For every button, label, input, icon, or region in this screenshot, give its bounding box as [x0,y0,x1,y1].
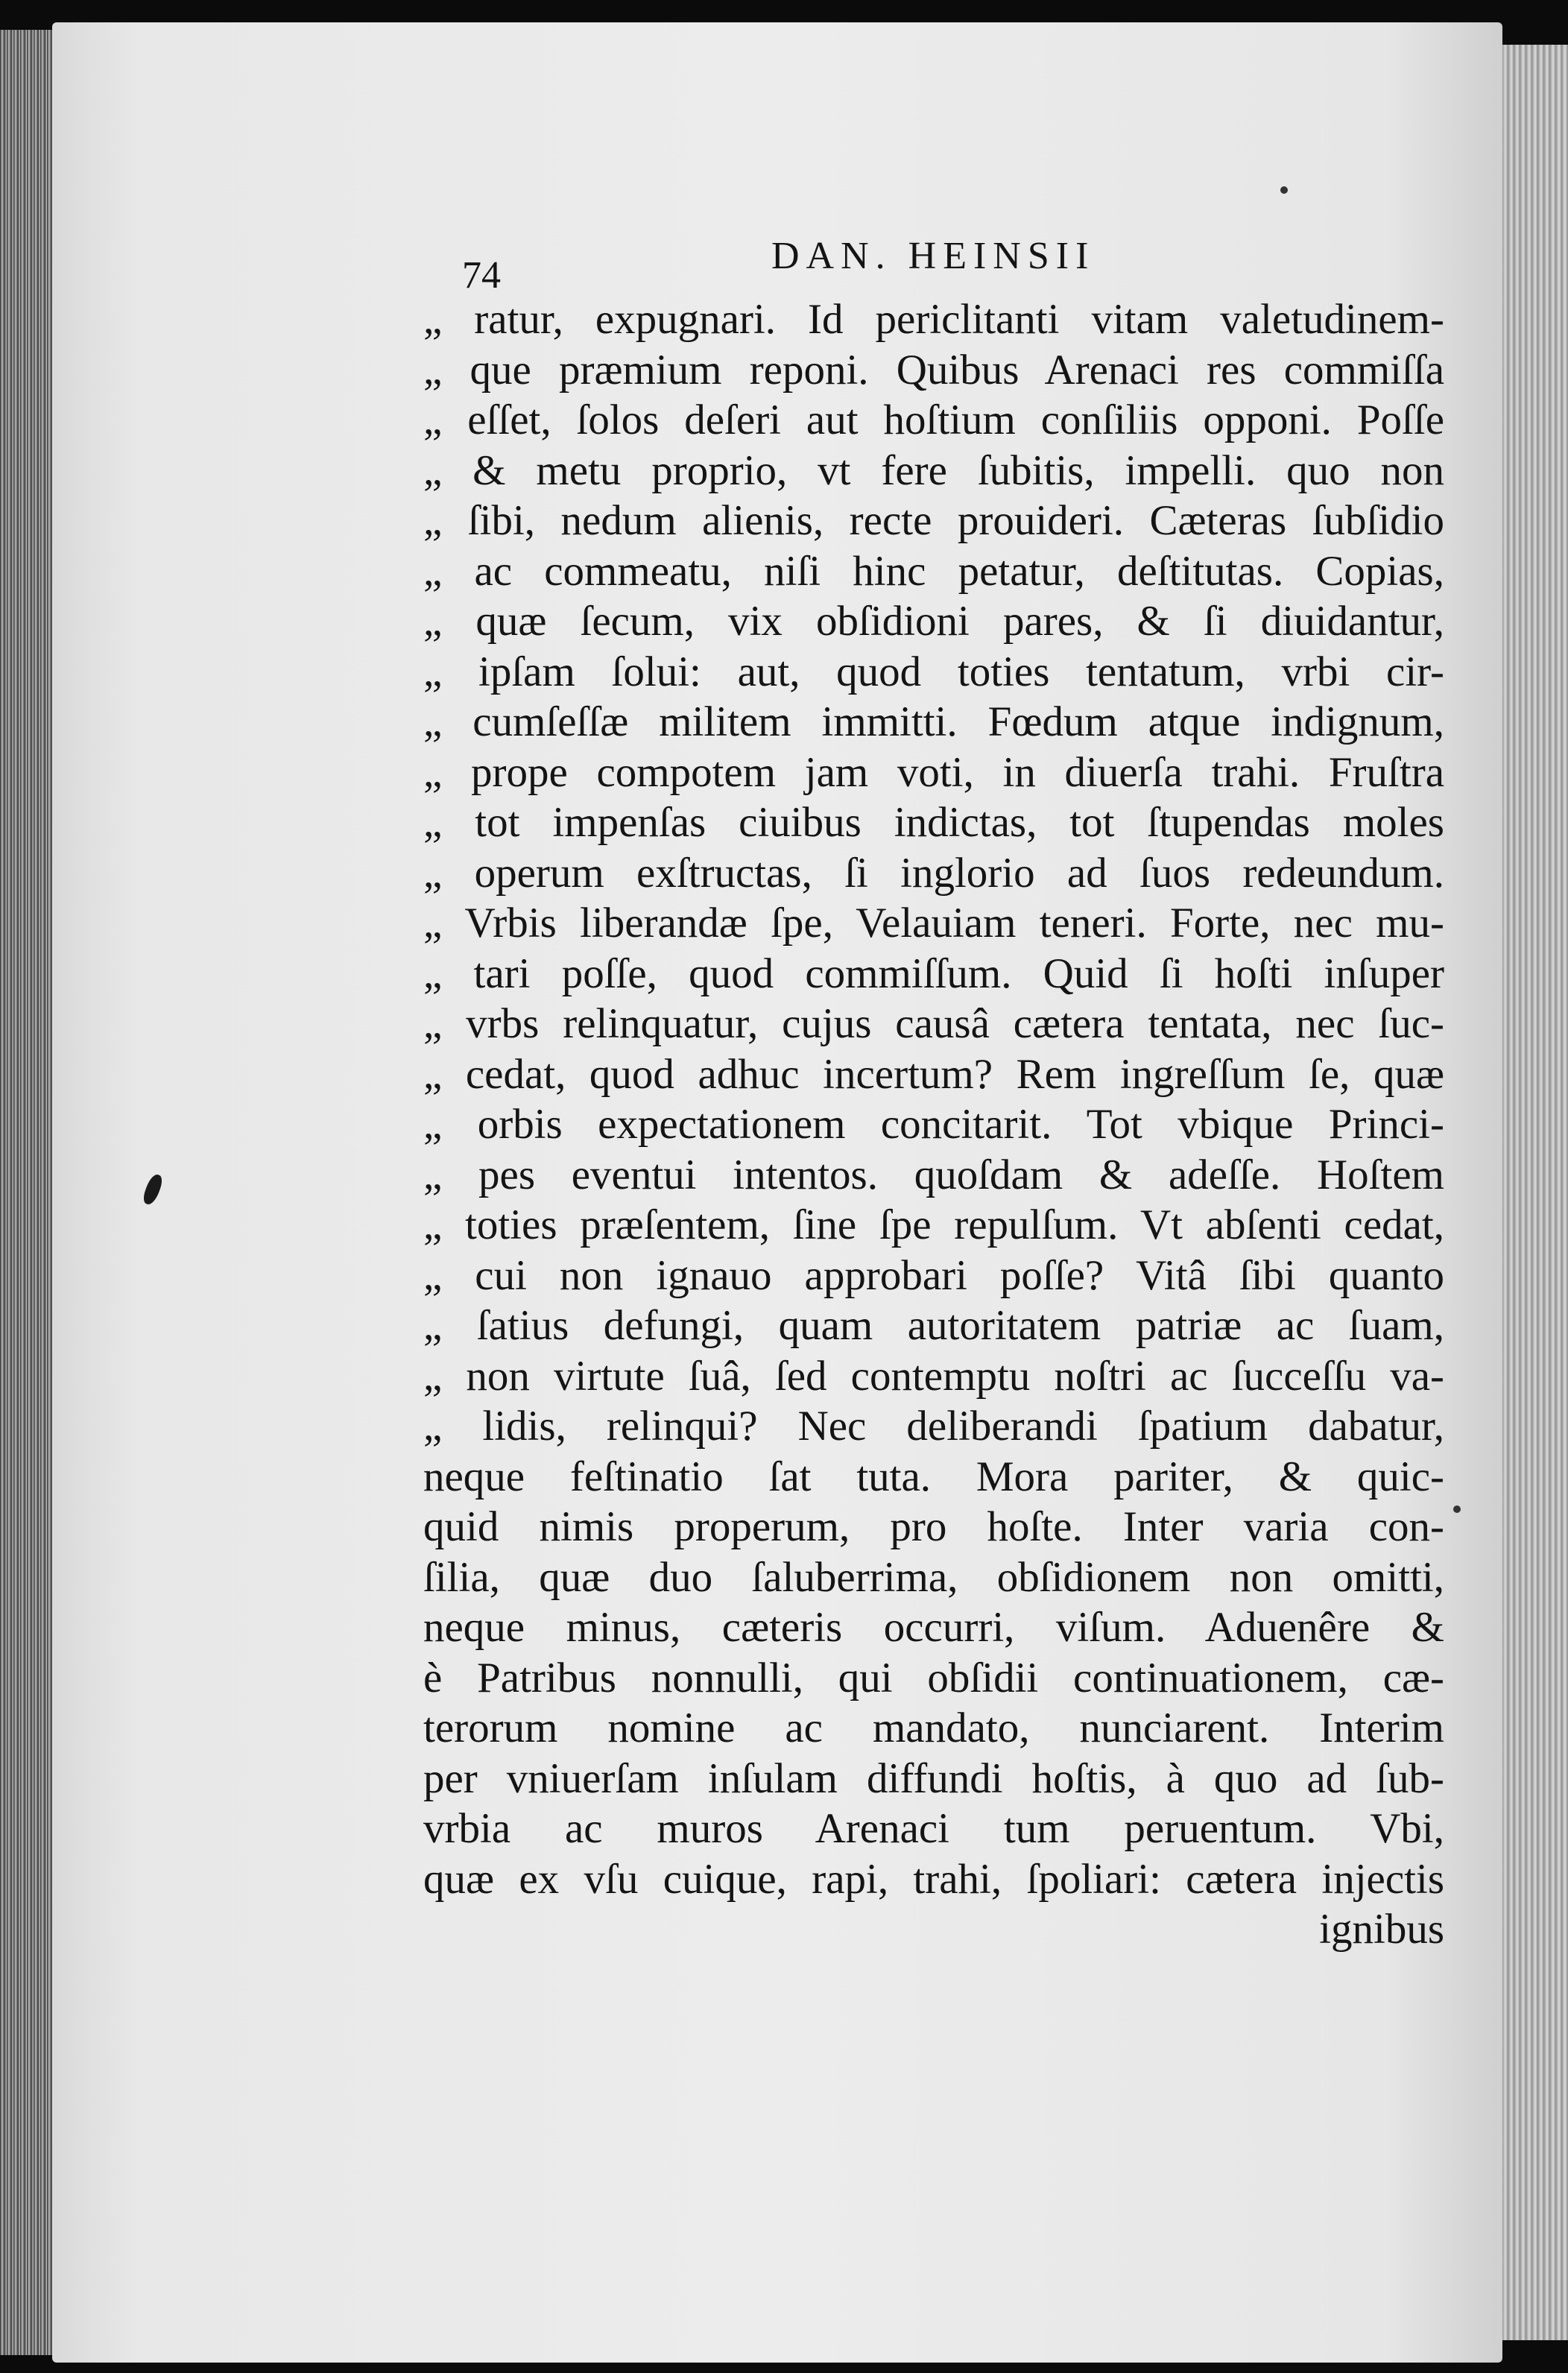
text-line: „ lidis, relinqui? Nec deliberandi ſpatium dabatur, [423,1403,1444,1450]
text-line: neque minus, cæteris occurri, viſum. Aduenêre & [423,1604,1444,1651]
page-header [462,224,1431,297]
text-line: „ pes eventui intentos. quoſdam & adeſſe. Hoſtem [423,1151,1444,1198]
text-line: ſilia, quæ duo ſaluberrima, obſidionem non omitti, [423,1553,1444,1601]
text-line: „ ac commeatu, niſi hinc petatur, deſtitutas. Copias, [423,547,1444,595]
text-line: quid nimis properum, pro hoſte. Inter varia con- [423,1503,1444,1550]
text-line: quæ ex vſu cuique, rapi, trahi, ſpoliari: cætera injectis [423,1855,1444,1903]
text-line: „ tot impenſas ciuibus indictas, tot ſtupendas moles [423,799,1444,846]
text-line: „ cumſeſſæ militem immitti. Fœdum atque indignum, [423,698,1444,745]
text-line: vrbia ac muros Arenaci tum peruentum. Vbi, [423,1805,1444,1852]
text-line: „ ratur, expugnari. Id periclitanti vitam valetudinem- [423,296,1444,343]
text-line: „ toties præſentem, ſine ſpe repulſum. Vt abſenti cedat, [423,1201,1444,1248]
ink-speck [1280,186,1288,194]
text-line: „ ſatius defungi, quam autoritatem patriæ ac ſuam, [423,1302,1444,1349]
book-page-edges-right [1502,45,1568,2340]
text-line: „ cui non ignauo approbari poſſe? Vitâ ſibi quanto [423,1251,1444,1299]
text-line: „ que præmium reponi. Quibus Arenaci res commiſſa [423,346,1444,394]
catchword: ignibus [1319,1906,1444,1953]
text-line: „ & metu proprio, vt fere ſubitis, impelli. quo non [423,446,1444,494]
text-line: „ ſibi, nedum alienis, recte prouideri. Cæteras ſubſidio [423,497,1444,544]
text-line: per vniuerſam inſulam diffundi hoſtis, à quo ad ſub- [423,1754,1444,1802]
book-page-edges-left [0,30,52,2355]
text-line: neque feſtinatio ſat tuta. Mora pariter, & quic- [423,1453,1444,1500]
text-line: „ prope compotem jam voti, in diuerſa trahi. Fruſtra [423,748,1444,796]
text-line: „ orbis expectationem concitarit. Tot vbique Princi- [423,1101,1444,1148]
text-line: „ vrbs relinquatur, cujus causâ cætera tentata, nec ſuc- [423,1000,1444,1047]
running-head: DAN. HEINSII [771,235,1096,277]
text-line: „ tari poſſe, quod commiſſum. Quid ſi hoſti inſuper [423,949,1444,997]
text-line: „ non virtute ſuâ, ſed contemptu noſtri ac ſucceſſu va- [423,1352,1444,1400]
page-number: 74 [462,254,501,297]
text-line: „ eſſet, ſolos deſeri aut hoſtium conſiliis opponi. Poſſe [423,396,1444,443]
text-line: è Patribus nonnulli, qui obſidii continuationem, cæ- [423,1654,1444,1701]
text-line: „ operum exſtructas, ſi inglorio ad ſuos redeundum. [423,849,1444,897]
text-line: „ quæ ſecum, vix obſidioni pares, & ſi diuidantur, [423,598,1444,645]
text-line: terorum nomine ac mandato, nunciarent. Interim [423,1704,1444,1751]
text-line: „ ipſam ſolui: aut, quod toties tentatum, vrbi cir- [423,648,1444,695]
ink-speck [1453,1505,1461,1513]
body-text [423,294,1444,1955]
text-line: „ Vrbis liberandæ ſpe, Velauiam teneri. Forte, nec mu- [423,900,1444,947]
text-line: „ cedat, quod adhuc incertum? Rem ingreſſum ſe, quæ [423,1050,1444,1098]
